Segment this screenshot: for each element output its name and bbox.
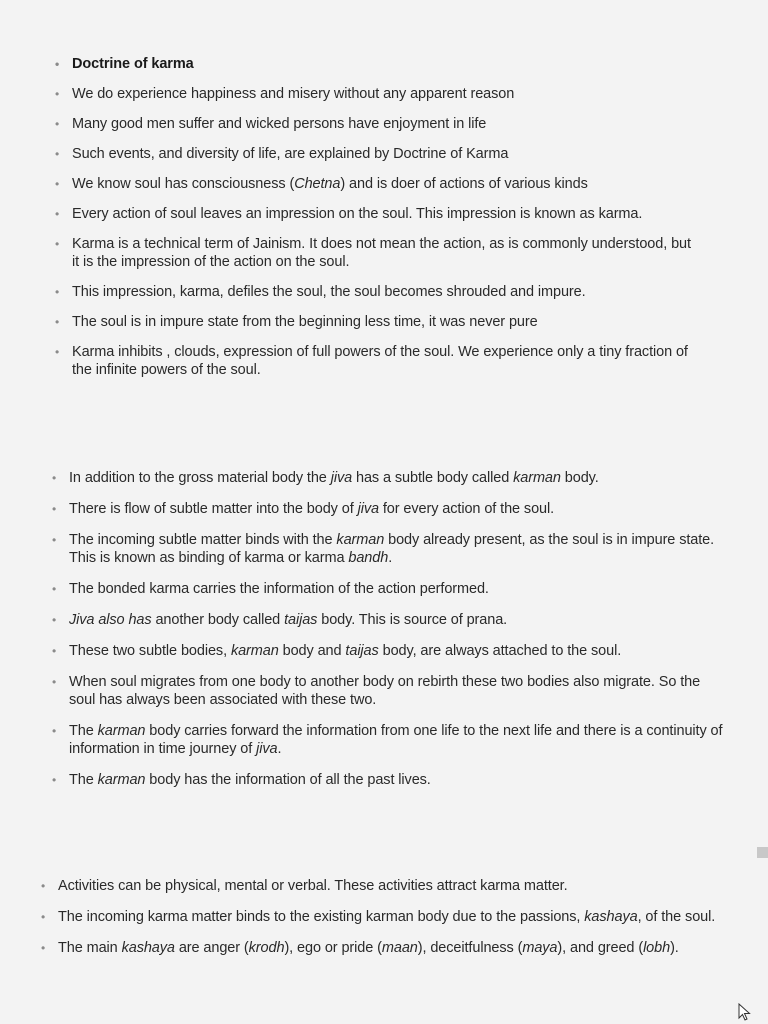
list-item: [52, 771, 724, 789]
text-run: ).: [670, 940, 679, 956]
bullet-dot-icon: •: [41, 941, 46, 955]
text-run: body carries forward the information from one life to the next life and there is a continuity of information in time journey of: [69, 723, 723, 757]
text-run: Karma inhibits , clouds, expression of full powers of the soul. We experience only a tiny fraction of the infinite powers of the soul.: [72, 344, 688, 378]
list-item: [55, 145, 692, 163]
list-item: [52, 642, 724, 660]
bullet-dot-icon: •: [41, 879, 46, 893]
text-run: Such events, and diversity of life, are explained by Doctrine of Karma: [72, 146, 509, 162]
italic-term: maya: [522, 940, 558, 956]
italic-term: Jiva also has: [69, 612, 152, 628]
text-run: body has the information of all the past lives.: [145, 772, 431, 788]
italic-term: lobh: [643, 940, 671, 956]
list-item: [55, 85, 692, 103]
activities-list: [41, 877, 723, 970]
italic-term: krodh: [248, 940, 285, 956]
text-run: body. This is source of prana.: [317, 612, 508, 628]
text-run: When soul migrates from one body to another body on rebirth these two bodies also migrate. So the soul has always been associated with these two.: [69, 674, 701, 708]
italic-term: kashaya: [584, 909, 638, 925]
text-run: body already present, as the soul is in impure state. This is known as binding of karma or karma: [69, 532, 715, 566]
text-run: .: [388, 550, 393, 566]
text-run: , of the soul.: [637, 909, 716, 925]
bullet-dot-icon: •: [55, 87, 60, 101]
text-run: .: [277, 741, 282, 757]
text-run: This impression, karma, defiles the soul, the soul becomes shrouded and impure.: [72, 284, 586, 300]
text-run: body, are always attached to the soul.: [378, 643, 622, 659]
text-run: We know soul has consciousness (: [72, 176, 295, 192]
bullet-dot-icon: •: [55, 345, 60, 359]
bullet-dot-icon: •: [55, 147, 60, 161]
text-run: body and: [278, 643, 346, 659]
text-run: another body called: [151, 612, 285, 628]
italic-term: maan: [381, 940, 418, 956]
list-item: [52, 722, 724, 758]
text-run: ) and is doer of actions of various kinds: [340, 176, 588, 192]
bullet-dot-icon: •: [52, 533, 57, 547]
list-item: [55, 115, 692, 133]
list-item: [41, 939, 723, 957]
italic-term: jiva: [256, 741, 278, 757]
bullet-dot-icon: •: [41, 910, 46, 924]
text-run: Every action of soul leaves an impression on the soul. This impression is known as karma.: [72, 206, 643, 222]
bullet-dot-icon: •: [52, 773, 57, 787]
italic-term: Chetna: [294, 176, 341, 192]
text-run: The soul is in impure state from the beginning less time, it was never pure: [72, 314, 538, 330]
list-item: [55, 175, 692, 193]
list-item: [55, 343, 692, 379]
list-item: [55, 205, 692, 223]
list-item: [52, 500, 724, 518]
italic-term: jiva: [330, 470, 353, 486]
italic-term: jiva: [357, 501, 379, 517]
text-run: The: [69, 772, 98, 788]
bullet-dot-icon: •: [52, 471, 57, 485]
text-run: In addition to the gross material body the: [69, 470, 331, 486]
italic-term: taijas: [284, 612, 318, 628]
text-run: The main: [58, 940, 122, 956]
list-item: [41, 908, 723, 926]
italic-term: karman: [513, 470, 561, 486]
text-run: Doctrine of karma: [72, 56, 194, 72]
list-item: [41, 877, 723, 895]
text-run: ), deceitfulness (: [417, 940, 523, 956]
italic-term: karman: [336, 532, 385, 548]
bullet-dot-icon: •: [55, 237, 60, 251]
text-run: Karma is a technical term of Jainism. It does not mean the action, as is commonly understood, but it is the impression of the action on the soul.: [72, 236, 691, 270]
text-run: The bonded karma carries the information of the action performed.: [69, 581, 489, 597]
text-run: There is flow of subtle matter into the body of: [69, 501, 358, 517]
text-run: for every action of the soul.: [378, 501, 555, 517]
bullet-dot-icon: •: [55, 177, 60, 191]
text-run: has a subtle body called: [352, 470, 514, 486]
italic-term: bandh: [348, 550, 389, 566]
karma-doctrine-list: [55, 55, 692, 391]
text-run: Many good men suffer and wicked persons have enjoyment in life: [72, 116, 487, 132]
list-item: [55, 313, 692, 331]
bullet-dot-icon: •: [52, 613, 57, 627]
mouse-pointer-icon: [738, 1003, 752, 1021]
bullet-dot-icon: •: [52, 724, 57, 738]
text-run: ), ego or pride (: [284, 940, 382, 956]
text-run: ), and greed (: [557, 940, 644, 956]
text-run: Activities can be physical, mental or verbal. These activities attract karma matter.: [58, 878, 568, 894]
bullet-dot-icon: •: [55, 285, 60, 299]
bullet-dot-icon: •: [55, 207, 60, 221]
bullet-dot-icon: •: [52, 644, 57, 658]
list-item: [52, 531, 724, 567]
bullet-dot-icon: •: [55, 117, 60, 131]
list-item: [52, 673, 724, 709]
section-heading: [55, 55, 692, 73]
text-run: are anger (: [174, 940, 249, 956]
text-run: The incoming subtle matter binds with the: [69, 532, 337, 548]
bullet-dot-icon: •: [52, 675, 57, 689]
list-item: [52, 580, 724, 598]
list-item: [55, 235, 692, 271]
italic-term: kashaya: [121, 940, 175, 956]
text-run: The incoming karma matter binds to the existing karman body due to the passions,: [58, 909, 585, 925]
bullet-dot-icon: •: [55, 315, 60, 329]
bullet-dot-icon: •: [52, 582, 57, 596]
scroll-marker[interactable]: [757, 847, 768, 858]
italic-term: karman: [230, 643, 279, 659]
text-run: body.: [560, 470, 599, 486]
bullet-dot-icon: •: [55, 57, 60, 71]
text-run: We do experience happiness and misery without any apparent reason: [72, 86, 515, 102]
list-item: [52, 611, 724, 629]
text-run: The: [69, 723, 98, 739]
italic-term: taijas: [345, 643, 379, 659]
list-item: [52, 469, 724, 487]
italic-term: karman: [97, 723, 146, 739]
list-item: [55, 283, 692, 301]
text-run: These two subtle bodies,: [69, 643, 231, 659]
karman-body-list: [52, 469, 724, 802]
bullet-dot-icon: •: [52, 502, 57, 516]
italic-term: karman: [97, 772, 146, 788]
